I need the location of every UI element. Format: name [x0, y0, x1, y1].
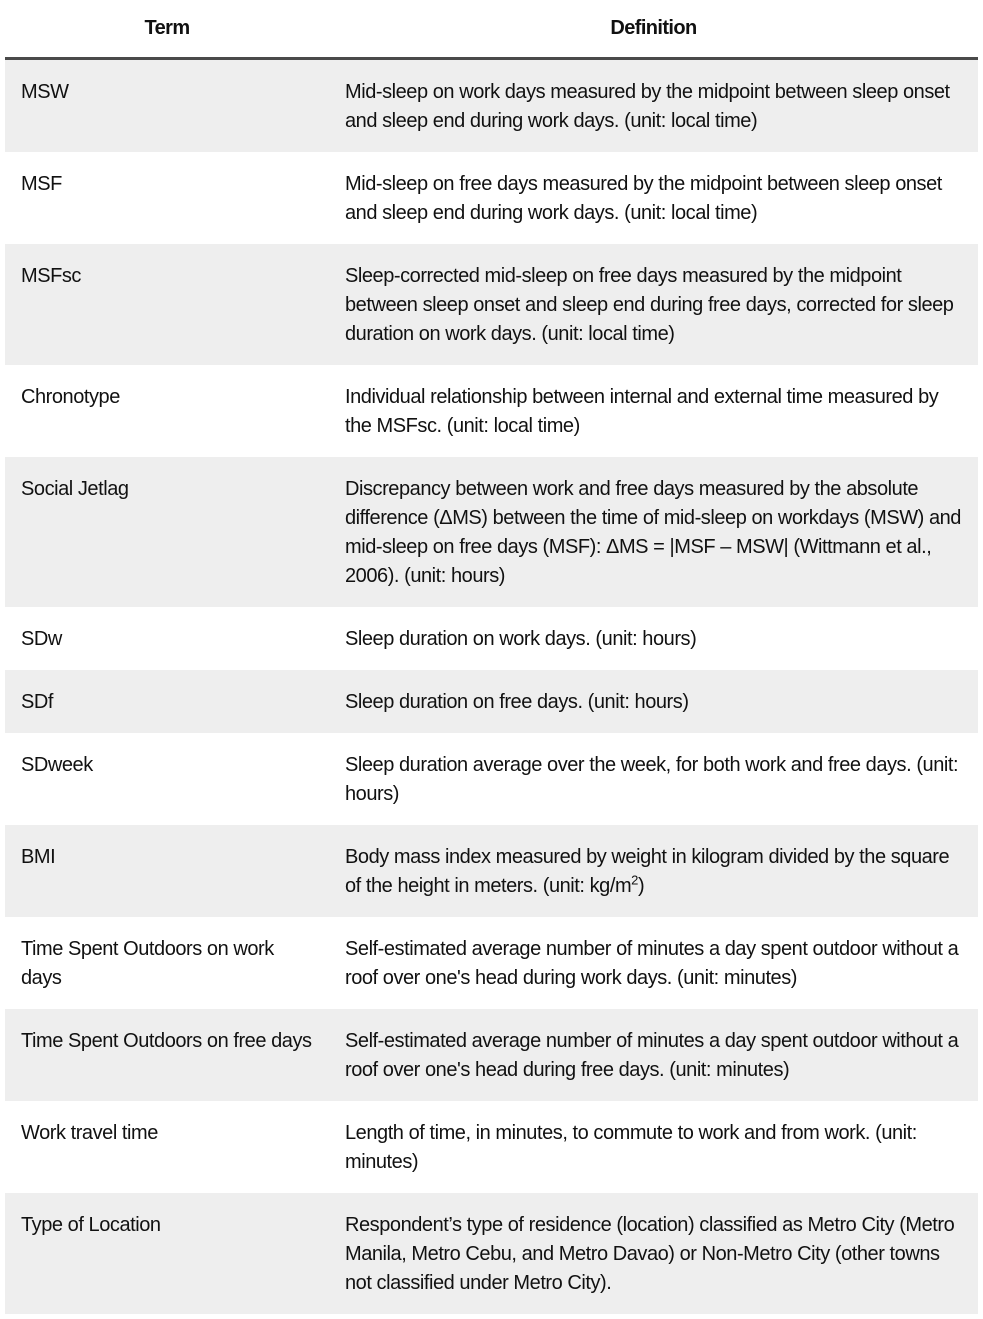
- definition-header: Definition: [329, 0, 978, 59]
- term-cell: BMI: [21, 846, 56, 868]
- term-cell: SDweek: [21, 754, 93, 776]
- definition-cell: Respondent’s type of residence (location) classified as Metro City (Metro Manila, Metro Cebu, and Metro Davao) or Non-Metro City (other towns not classified under Metro City).: [345, 1214, 955, 1294]
- header-row: [5, 0, 978, 59]
- definition-cell: Self-estimated average number of minutes a day spent outdoor without a roof over one's head during work days. (unit: minutes): [345, 938, 959, 989]
- term-cell: MSW: [21, 81, 69, 103]
- table-row: [5, 244, 978, 365]
- term-cell: Type of Location: [21, 1214, 161, 1236]
- table-row: [5, 670, 978, 733]
- definition-cell: Sleep duration on work days. (unit: hours): [345, 628, 697, 650]
- term-cell: Chronotype: [21, 386, 120, 408]
- table-row: [5, 152, 978, 244]
- term-cell: MSF: [21, 173, 62, 195]
- definition-cell: Sleep duration average over the week, for both work and free days. (unit: hours): [345, 754, 959, 805]
- term-cell: MSFsc: [21, 265, 81, 287]
- table-row: [5, 457, 978, 607]
- term-cell: Time Spent Outdoors on work days: [21, 938, 274, 989]
- term-cell: Work travel time: [21, 1122, 158, 1144]
- definition-cell: Self-estimated average number of minutes a day spent outdoor without a roof over one's head during free days. (unit: minutes): [345, 1030, 959, 1081]
- term-cell: SDw: [21, 628, 62, 650]
- definition-text: Body mass index measured by weight in kilogram divided by the square of the height in meters. (unit: kg/m: [345, 846, 950, 897]
- term-cell: SDf: [21, 691, 53, 713]
- definition-cell: Length of time, in minutes, to commute to work and from work. (unit: minutes): [345, 1122, 917, 1173]
- table-row: [5, 365, 978, 457]
- definition-cell: Sleep duration on free days. (unit: hours): [345, 691, 689, 713]
- definition-cell: Individual relationship between internal and external time measured by the MSFsc. (unit: local time): [345, 386, 939, 437]
- table-row: [5, 59, 978, 153]
- table-row: [5, 917, 978, 1009]
- table-row: [5, 1101, 978, 1193]
- definition-text: ): [637, 875, 645, 897]
- table-row: [5, 1193, 978, 1314]
- definition-cell: [329, 825, 978, 917]
- definition-cell: Mid-sleep on free days measured by the midpoint between sleep onset and sleep end during work days. (unit: local time): [345, 173, 942, 224]
- definition-cell: Sleep-corrected mid-sleep on free days measured by the midpoint between sleep onset and sleep end during free days, corrected for sleep duration on work days. (unit: local time): [345, 265, 954, 345]
- definition-cell: Discrepancy between work and free days measured by the absolute difference (ΔMS) between the time of mid-sleep on workdays (MSW) and mid-sleep on free days (MSF): ΔMS = |MSF – MSW| (Wittmann et al., 2006). (unit: hours): [345, 478, 961, 587]
- table-row: [5, 825, 978, 917]
- definition-cell: Mid-sleep on work days measured by the midpoint between sleep onset and sleep end during work days. (unit: local time): [345, 81, 950, 132]
- term-header: Term: [5, 0, 329, 59]
- definitions-table: [5, 0, 978, 1314]
- table-row: [5, 733, 978, 825]
- term-cell: Time Spent Outdoors on free days: [21, 1030, 312, 1052]
- term-cell: Social Jetlag: [21, 478, 129, 500]
- table-row: [5, 1009, 978, 1101]
- table-row: [5, 607, 978, 670]
- superscript: 2: [631, 872, 638, 888]
